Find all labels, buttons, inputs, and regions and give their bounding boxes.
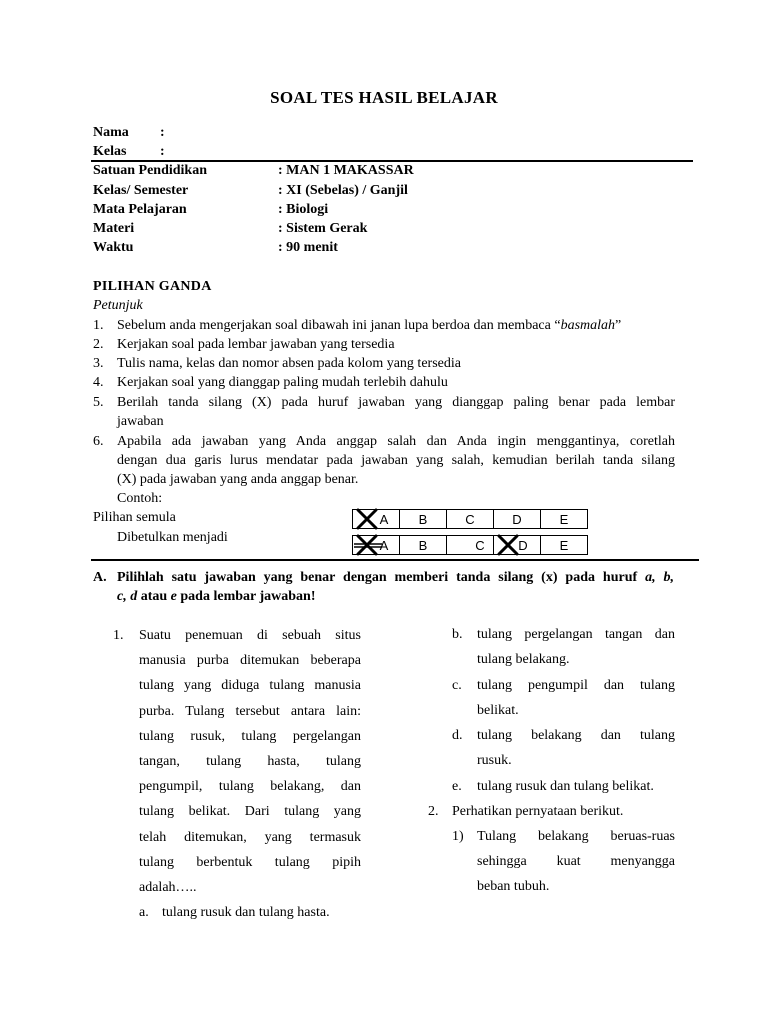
question-line: tulang yang diduga tulang manusia: [139, 678, 361, 694]
option-letter: D: [518, 537, 528, 553]
answer-box-e: [541, 536, 588, 555]
statement-1-line2: sehingga kuat menyangga: [477, 854, 675, 869]
question-line: manusia purba ditemukan beberapa: [139, 653, 361, 669]
example-row2-label: Dibetulkan menjadi: [117, 530, 228, 545]
page-title: SOAL TES HASIL BELAJAR: [270, 88, 498, 107]
instruction-5-line1: Berilah tanda silang (X) pada huruf jawaban yang dianggap paling benar pada lembar: [117, 395, 675, 410]
nama-label: Nama: [93, 125, 129, 140]
instruction-text: [117, 318, 677, 334]
cross-mark-icon: [496, 534, 520, 556]
question-2-number: 2.: [428, 804, 439, 819]
statement-1-line1: Tulang belakang beruas-ruas: [477, 829, 675, 844]
info-label-satuan: Satuan Pendidikan: [93, 163, 207, 178]
header-divider: [91, 160, 693, 162]
instruction-1-text: Sebelum anda mengerjakan soal dibawah ini janan lupa berdoa dan membaca “: [117, 318, 561, 333]
question-line: tulang belikat. Dari tulang yang: [139, 804, 361, 820]
instruction-number: 4.: [93, 375, 104, 390]
part-a-line2-end: pada lembar jawaban!: [176, 589, 316, 604]
part-a-prefix: A.: [93, 570, 107, 585]
answer-box-a: [353, 536, 400, 555]
option-letter: A: [379, 537, 389, 553]
example-row1-label: Pilihan semula: [93, 510, 176, 525]
nama-colon: :: [160, 125, 165, 140]
part-a-line2: [117, 589, 315, 605]
answer-box-b: [400, 510, 447, 529]
option-b-line2: tulang belakang.: [477, 652, 570, 667]
option-letter: A: [379, 511, 389, 527]
answer-box-e: [541, 510, 588, 529]
question-line: purba. Tulang tersebut antara lain:: [139, 703, 361, 719]
option-e-text: tulang rusuk dan tulang belikat.: [477, 779, 654, 794]
part-a-letter-e: e: [170, 589, 177, 604]
answer-box-c: [447, 536, 494, 555]
instruction-6-line3: (X) pada jawaban yang anda anggap benar.: [117, 472, 359, 487]
option-a-text: tulang rusuk dan tulang hasta.: [162, 905, 330, 920]
instruction-2-text: Kerjakan soal pada lembar jawaban yang tersedia: [117, 337, 395, 352]
question-line: telah ditemukan, yang termasuk: [139, 829, 361, 845]
example-label: Contoh:: [117, 491, 163, 506]
option-d-line1: tulang belakang dan tulang: [477, 728, 675, 743]
instructions-heading: Petunjuk: [93, 298, 143, 313]
question-line: tulang rusuk, tulang pergelangan: [139, 728, 361, 744]
option-b-line1: tulang pergelangan tangan dan: [477, 627, 675, 642]
option-letter: C: [475, 537, 485, 553]
instruction-number: 3.: [93, 356, 104, 371]
instruction-6-line2: dengan dua garis lurus mendatar pada jawaban yang salah, kemudian berilah tanda silang: [117, 453, 675, 468]
question-line: tulang berbentuk tulang pipih: [139, 854, 361, 870]
option-a-label: a.: [139, 905, 149, 920]
option-letter: E: [559, 537, 569, 553]
option-letter: D: [512, 511, 522, 527]
section-heading: PILIHAN GANDA: [93, 279, 212, 294]
info-value-materi: : Sistem Gerak: [278, 221, 368, 236]
option-d-line2: rusuk.: [477, 753, 512, 768]
basmalah-word: basmalah: [560, 318, 616, 333]
question-line: pengumpil, tulang belakang, dan: [139, 779, 361, 795]
part-a-atau: atau: [137, 589, 171, 604]
info-value-mapel: : Biologi: [278, 202, 329, 217]
question-line: Suatu penemuan di sebuah situs: [139, 628, 361, 643]
instruction-5-line2: jawaban: [117, 414, 164, 429]
answer-box-d: [494, 510, 541, 529]
option-letter: C: [465, 511, 475, 527]
answer-box-d: [494, 536, 541, 555]
kelas-colon: :: [160, 144, 165, 159]
option-c-label: c.: [452, 678, 462, 693]
info-value-kelas-semester: : XI (Sebelas) / Ganjil: [278, 183, 408, 198]
answer-box-a: [353, 510, 400, 529]
instruction-number: 1.: [93, 318, 104, 333]
question-line: tangan, tulang hasta, tulang: [139, 754, 361, 770]
info-label-waktu: Waktu: [93, 240, 134, 255]
option-letter: B: [418, 511, 428, 527]
info-value-waktu: : 90 menit: [278, 240, 338, 255]
question-1-number: 1.: [113, 628, 124, 643]
example-row1-boxes: [352, 509, 588, 529]
kelas-label: Kelas: [93, 144, 127, 159]
instruction-6-line1: Apabila ada jawaban yang Anda anggap salah dan Anda ingin menggantinya, coretlah: [117, 434, 675, 449]
double-strike-icon: [353, 536, 383, 556]
cross-mark-icon: [355, 508, 379, 530]
info-label-materi: Materi: [93, 221, 135, 236]
instruction-number: 2.: [93, 337, 104, 352]
option-c-line2: belikat.: [477, 703, 519, 718]
part-a-letters-2: c, d: [117, 589, 138, 604]
instruction-3-text: Tulis nama, kelas dan nomor absen pada kolom yang tersedia: [117, 356, 461, 371]
instruction-number: 5.: [93, 395, 104, 410]
info-label-mapel: Mata Pelajaran: [93, 202, 187, 217]
instruction-1-end: ”: [615, 318, 622, 333]
option-c-line1: tulang pengumpil dan tulang: [477, 678, 675, 693]
option-d-label: d.: [452, 728, 463, 743]
part-a-line1: [117, 570, 674, 586]
question-1-stem: [139, 623, 361, 900]
section-divider: [91, 559, 699, 561]
info-label-kelas-semester: Kelas/ Semester: [93, 183, 189, 198]
statement-1-line3: beban tubuh.: [477, 879, 550, 894]
info-value-satuan: : MAN 1 MAKASSAR: [278, 163, 414, 178]
question-line: adalah…..: [139, 880, 197, 896]
question-2-text: Perhatikan pernyataan berikut.: [452, 804, 624, 819]
instruction-number: 6.: [93, 434, 104, 449]
option-letter: E: [559, 511, 569, 527]
option-letter: B: [418, 537, 428, 553]
option-e-label: e.: [452, 779, 462, 794]
answer-box-b: [400, 536, 447, 555]
part-a-letters-1: a, b,: [645, 570, 674, 585]
example-row2-boxes: [352, 535, 588, 555]
statement-1-number: 1): [452, 829, 464, 844]
answer-box-c: [447, 510, 494, 529]
part-a-line1-text: Pilihlah satu jawaban yang benar dengan memberi tanda silang (x) pada huruf: [117, 570, 646, 585]
instruction-4-text: Kerjakan soal yang dianggap paling mudah terlebih dahulu: [117, 375, 448, 390]
option-b-label: b.: [452, 627, 463, 642]
